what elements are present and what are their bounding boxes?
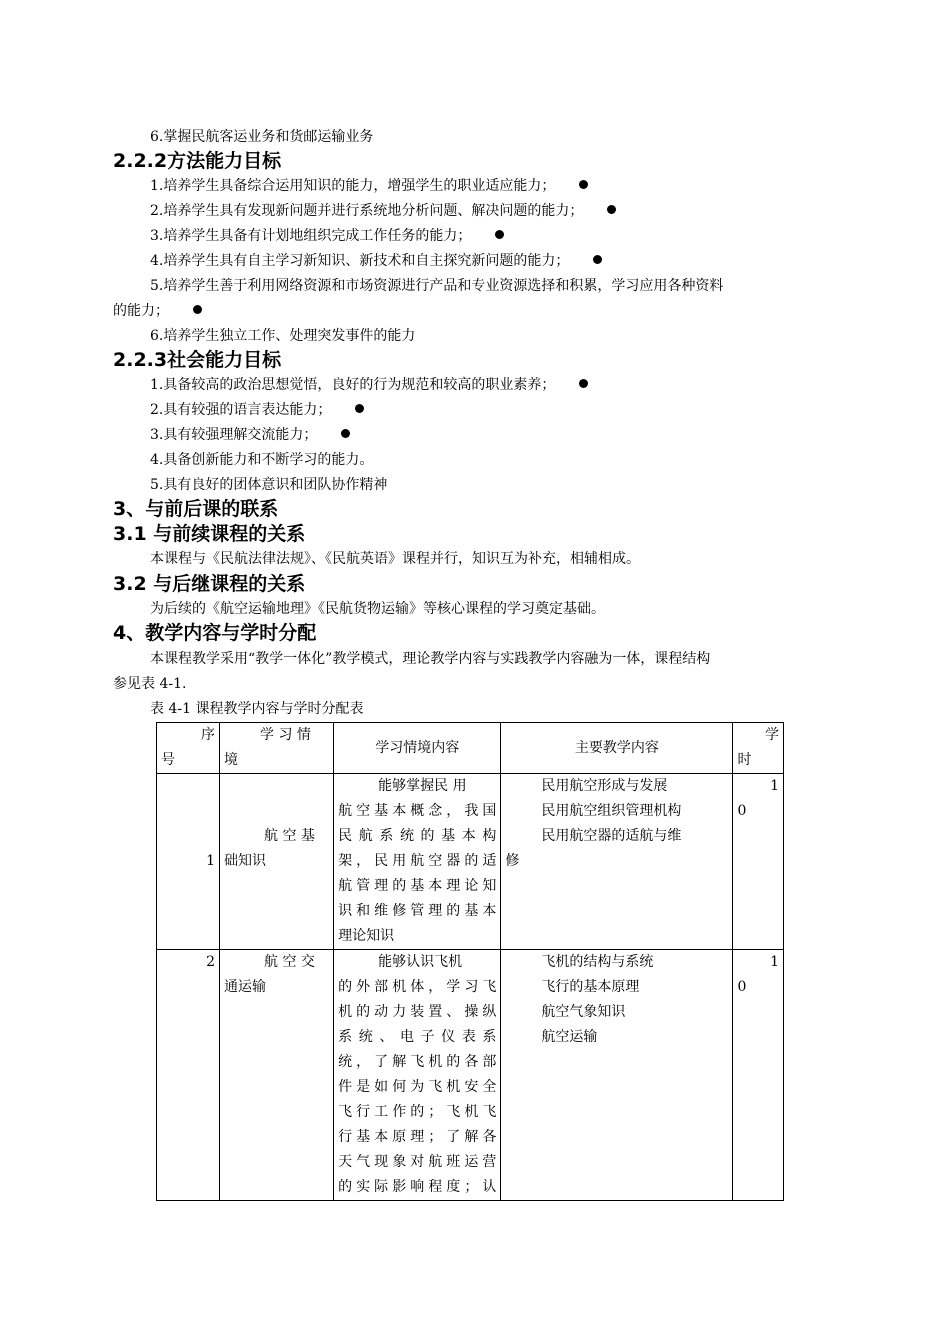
- row-desc-line: 机的动力装置、操纵: [338, 1004, 497, 1020]
- row-desc-line: 能够掌握民 用: [378, 778, 467, 794]
- social-item-1-text: 1.具备较高的政治思想觉悟，良好的行为规范和较高的职业素养；: [150, 377, 556, 393]
- table-caption: 表 4-1 课程教学内容与学时分配表: [150, 701, 364, 717]
- row-desc-line: 飞行工作的；飞机飞: [338, 1104, 497, 1120]
- knowledge-item-6: 6.掌握民航客运业务和货邮运输业务: [150, 129, 374, 145]
- method-item-5-cont: [113, 299, 202, 324]
- row-desc: [334, 950, 501, 1201]
- row-situation: [220, 950, 334, 1201]
- header-situation-bottom: 境: [224, 752, 238, 768]
- header-hours-top: 学: [765, 727, 779, 743]
- header-situation-top: 学 习 情: [260, 727, 311, 743]
- row-hours-bottom: 0: [737, 979, 747, 995]
- row-topics: [501, 950, 733, 1201]
- bullet-icon: [593, 255, 602, 264]
- header-hours: [733, 723, 784, 774]
- content-heading: 4、教学内容与学时分配: [113, 622, 317, 644]
- next-course-text: 为后续的《航空运输地理》《民航货物运输》等核心课程的学习奠定基础。: [150, 601, 605, 617]
- row-hours-bottom: 0: [737, 803, 747, 819]
- row-desc-line: 天气现象对航班运营: [338, 1154, 497, 1170]
- row-topic-line: 航空气象知识: [541, 1004, 626, 1020]
- next-course-heading: 3.2 与后继课程的关系: [113, 573, 306, 595]
- bullet-icon: [341, 429, 350, 438]
- social-item-5: 5.具有良好的团体意识和团队协作精神: [150, 477, 388, 493]
- method-item-4: [150, 249, 602, 274]
- row-topic-line: 飞行的基本原理: [541, 979, 640, 995]
- method-item-1: [150, 174, 588, 199]
- bullet-icon: [607, 205, 616, 214]
- row-situation-line: 航 空 基: [264, 828, 315, 844]
- row-desc-line: 的外部机体，学习飞: [338, 979, 497, 995]
- row-desc-line: 统，了解飞机的各部: [338, 1054, 497, 1070]
- row-desc-line: 件是如何为飞机安全: [338, 1079, 497, 1095]
- row-topic-line: 民用航空组织管理机构: [541, 803, 682, 819]
- schedule-table: [156, 722, 784, 1201]
- row-hours-top: 1: [770, 954, 779, 970]
- table-row: [157, 774, 784, 950]
- bullet-icon: [579, 180, 588, 189]
- row-desc-line: 航空基本概念，我国: [338, 803, 497, 819]
- row-desc-line: 架，民用航空器的适: [338, 853, 497, 869]
- method-item-5: 5.培养学生善于利用网络资源和市场资源进行产品和专业资源选择和积累，学习应用各种资料: [150, 278, 724, 294]
- row-no-value: 2: [206, 954, 215, 970]
- row-desc: [334, 774, 501, 950]
- header-no-top: 序: [201, 727, 215, 743]
- row-desc-line: 航管理的基本理论知: [338, 878, 497, 894]
- prev-course-heading: 3.1 与前续课程的关系: [113, 523, 306, 545]
- spacer: [224, 774, 329, 824]
- header-hours-bottom: 时: [737, 752, 752, 768]
- content-text-1: 本课程教学采用“教学一体化”教学模式，理论教学内容与实践教学内容融为一体，课程结构: [150, 651, 711, 667]
- social-item-4: 4.具备创新能力和不断学习的能力。: [150, 452, 374, 468]
- method-item-3: [150, 224, 504, 249]
- method-goals-heading: 2.2.2方法能力目标: [113, 150, 282, 172]
- row-situation: [220, 774, 334, 950]
- row-desc-line: 能够认识飞机: [378, 954, 463, 970]
- row-no: [157, 774, 220, 950]
- header-no-bottom: 号: [161, 752, 175, 768]
- row-topics: [501, 774, 733, 950]
- row-topic-line: 民用航空器的适航与维: [541, 828, 682, 844]
- row-desc-line: 理论知识: [338, 928, 395, 944]
- row-hours: [733, 774, 784, 950]
- row-desc-line: 的实际影响程度；认: [338, 1179, 497, 1195]
- row-no: [157, 950, 220, 1201]
- row-desc-line: 民航系统的基本构: [338, 828, 497, 844]
- header-no: [157, 723, 220, 774]
- bullet-icon: [495, 230, 504, 239]
- row-topic-line: 修: [505, 853, 520, 869]
- row-situation-line: 航 空 交: [264, 954, 315, 970]
- row-situation-line: 础知识: [224, 853, 266, 869]
- social-goals-heading: 2.2.3社会能力目标: [113, 349, 282, 371]
- header-main-content: 主要教学内容: [501, 723, 733, 774]
- header-situation: [220, 723, 334, 774]
- row-topic-line: 飞机的结构与系统: [541, 954, 654, 970]
- method-item-2: [150, 199, 616, 224]
- social-item-2-text: 2.具有较强的语言表达能力；: [150, 402, 332, 418]
- method-item-1-text: 1.培养学生具备综合运用知识的能力，增强学生的职业适应能力；: [150, 178, 556, 194]
- table-header-row: [157, 723, 784, 774]
- row-topic-line: 航空运输: [541, 1029, 598, 1045]
- method-item-4-text: 4.培养学生具有自主学习新知识、新技术和自主探究新问题的能力；: [150, 253, 570, 269]
- prev-course-text: 本课程与《民航法律法规》、《民航英语》课程并行，知识互为补充，相辅相成。: [150, 551, 640, 567]
- row-desc-line: 系统、电子仪表系: [338, 1029, 497, 1045]
- row-situation-line: 通运输: [224, 979, 266, 995]
- spacer: [161, 774, 215, 849]
- social-item-1: [150, 373, 588, 398]
- bullet-icon: [355, 404, 364, 413]
- row-topic-line: 民用航空形成与发展: [541, 778, 668, 794]
- method-item-5-cont-text: 的能力；: [113, 303, 169, 319]
- content-text-2: 参见表 4-1.: [113, 676, 187, 692]
- method-item-6: 6.培养学生独立工作、处理突发事件的能力: [150, 328, 416, 344]
- social-item-2: [150, 398, 364, 423]
- header-situation-content: 学习情境内容: [334, 723, 501, 774]
- row-no-value: 1: [206, 853, 215, 869]
- bullet-icon: [579, 379, 588, 388]
- social-item-3: [150, 423, 350, 448]
- row-desc-line: 识和维修管理的基本: [338, 903, 497, 919]
- social-item-3-text: 3.具有较强理解交流能力；: [150, 427, 318, 443]
- row-hours-top: 1: [770, 778, 779, 794]
- row-hours: [733, 950, 784, 1201]
- method-item-3-text: 3.培养学生具备有计划地组织完成工作任务的能力；: [150, 228, 472, 244]
- table-row: [157, 950, 784, 1201]
- row-desc-line: 行基本原理；了解各: [338, 1129, 497, 1145]
- bullet-icon: [193, 305, 202, 314]
- relation-heading: 3、与前后课的联系: [113, 498, 279, 520]
- method-item-2-text: 2.培养学生具有发现新问题并进行系统地分析问题、解决问题的能力；: [150, 203, 584, 219]
